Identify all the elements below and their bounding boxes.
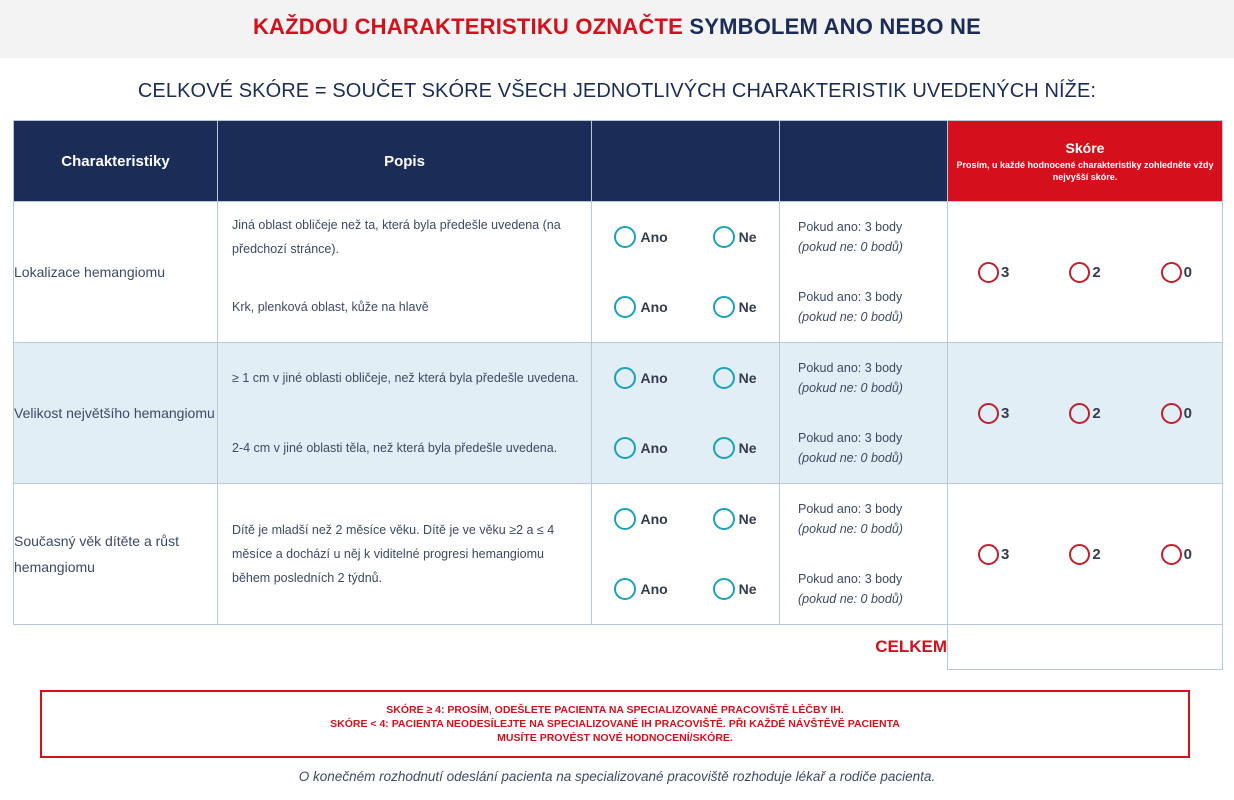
- radio-circle-icon: [1161, 403, 1182, 424]
- table-row: [14, 484, 1223, 625]
- note-line: SKÓRE ≥ 4: PROSÍM, ODEŠLETE PACIENTA NA SPECIALIZOVANÉ PRACOVIŠTĚ LÉČBY IH.: [386, 704, 844, 716]
- radio-circle-icon: [1069, 262, 1090, 283]
- radio-circle-icon: [713, 226, 735, 248]
- score-value: 2: [1092, 404, 1101, 422]
- score-cell: [948, 343, 1223, 484]
- heading-navy-part: SYMBOLEM ANO NEBO NE: [689, 14, 982, 39]
- radio-circle-icon: [713, 296, 735, 318]
- yes-radio[interactable]: [614, 437, 667, 459]
- points-no: (pokud ne: 0 bodů): [798, 451, 903, 465]
- yes-no-cell: [592, 343, 780, 484]
- radio-circle-icon: [1069, 403, 1090, 424]
- score-radio-3[interactable]: [978, 262, 1009, 283]
- points-cell: [780, 202, 948, 343]
- total-row: [14, 625, 1223, 670]
- points-no: (pokud ne: 0 bodů): [798, 240, 903, 254]
- total-score-field[interactable]: [948, 625, 1223, 670]
- score-value: 0: [1183, 404, 1192, 422]
- points-no: (pokud ne: 0 bodů): [798, 592, 903, 606]
- points-yes: Pokud ano: 3 body: [798, 361, 903, 375]
- scoring-table: [13, 120, 1223, 670]
- criterion-text: 2-4 cm v jiné oblasti těla, než která byla předešle uvedena.: [232, 441, 558, 455]
- header-score-title: Skóre: [1065, 139, 1105, 156]
- header-description: Popis: [218, 121, 592, 202]
- criterion-text: ≥ 1 cm v jiné oblasti obličeje, než která byla předešle uvedena.: [232, 371, 579, 385]
- radio-circle-icon: [614, 508, 636, 530]
- total-label: CELKEM: [875, 637, 947, 657]
- radio-circle-icon: [614, 437, 636, 459]
- score-radio-3[interactable]: [978, 544, 1009, 565]
- criterion-text: Jiná oblast obličeje než ta, která byla předešle uvedena (na předchozí stránce).: [232, 218, 561, 256]
- no-radio[interactable]: [713, 508, 757, 530]
- radio-circle-icon: [614, 367, 636, 389]
- score-radio-3[interactable]: [978, 403, 1009, 424]
- points-no: (pokud ne: 0 bodů): [798, 310, 903, 324]
- score-radio-2[interactable]: [1069, 403, 1100, 424]
- header-options: [592, 121, 780, 202]
- page-heading: [0, 14, 1234, 40]
- description-cell: [218, 202, 592, 343]
- radio-circle-icon: [978, 403, 999, 424]
- no-label: Ne: [738, 440, 757, 456]
- radio-circle-icon: [614, 578, 636, 600]
- points-no: (pokud ne: 0 bodů): [798, 522, 903, 536]
- no-radio[interactable]: [713, 578, 757, 600]
- yes-no-cell: [592, 484, 780, 625]
- characteristic-label: Velikost největšího hemangiomu: [14, 343, 218, 484]
- radio-circle-icon: [1161, 544, 1182, 565]
- radio-circle-icon: [614, 296, 636, 318]
- no-radio[interactable]: [713, 367, 757, 389]
- description-cell: [218, 343, 592, 484]
- referral-note: [40, 690, 1190, 758]
- score-radio-0[interactable]: [1161, 262, 1192, 283]
- yes-label: Ano: [640, 511, 668, 527]
- score-value: 0: [1183, 263, 1192, 281]
- header-points: [780, 121, 948, 202]
- yes-radio[interactable]: [614, 367, 667, 389]
- heading-red-part: KAŽDOU CHARAKTERISTIKU OZNAČTE: [252, 14, 684, 39]
- points-yes: Pokud ano: 3 body: [798, 431, 903, 445]
- header-score: [948, 121, 1223, 202]
- no-label: Ne: [738, 299, 757, 315]
- radio-circle-icon: [713, 367, 735, 389]
- criterion-text: Dítě je mladší než 2 měsíce věku. Dítě je ve věku ≥2 a ≤ 4 měsíce a dochází u něj k viditelné progresi hemangiomu během posledních 2 týdnů.: [232, 523, 555, 585]
- score-radio-2[interactable]: [1069, 544, 1100, 565]
- radio-circle-icon: [713, 578, 735, 600]
- points-cell: [780, 343, 948, 484]
- note-line: SKÓRE < 4: PACIENTA NEODESÍLEJTE NA SPECIALIZOVANÉ IH PRACOVIŠTĚ. PŘI KAŽDÉ NÁVŠTĚVĚ PACIENTA: [330, 718, 900, 730]
- score-radio-0[interactable]: [1161, 403, 1192, 424]
- yes-radio[interactable]: [614, 508, 667, 530]
- subheading: CELKOVÉ SKÓRE = SOUČET SKÓRE VŠECH JEDNOTLIVÝCH CHARAKTERISTIK UVEDENÝCH NÍŽE:: [137, 80, 1097, 102]
- radio-circle-icon: [614, 226, 636, 248]
- yes-radio[interactable]: [614, 578, 667, 600]
- no-label: Ne: [738, 370, 757, 386]
- characteristic-label: Současný věk dítěte a růst hemangiomu: [14, 484, 218, 625]
- radio-circle-icon: [713, 437, 735, 459]
- points-no: (pokud ne: 0 bodů): [798, 381, 903, 395]
- no-label: Ne: [738, 581, 757, 597]
- radio-circle-icon: [1161, 262, 1182, 283]
- criterion-text: Krk, plenková oblast, kůže na hlavě: [232, 300, 429, 314]
- no-label: Ne: [738, 511, 757, 527]
- yes-label: Ano: [640, 370, 668, 386]
- radio-circle-icon: [1069, 544, 1090, 565]
- header-score-note: Prosím, u každé hodnocené charakteristiky zohledněte vždy nejvyšší skóre.: [956, 159, 1214, 182]
- radio-circle-icon: [713, 508, 735, 530]
- score-value: 3: [1000, 263, 1010, 281]
- score-cell: [948, 202, 1223, 343]
- score-radio-0[interactable]: [1161, 544, 1192, 565]
- points-yes: Pokud ano: 3 body: [798, 220, 903, 234]
- yes-radio[interactable]: [614, 226, 667, 248]
- radio-circle-icon: [978, 544, 999, 565]
- note-line: MUSÍTE PROVÉST NOVÉ HODNOCENÍ/SKÓRE.: [497, 732, 733, 744]
- points-cell: [780, 484, 948, 625]
- score-radio-2[interactable]: [1069, 262, 1100, 283]
- yes-radio[interactable]: [614, 296, 667, 318]
- yes-label: Ano: [640, 299, 668, 315]
- no-radio[interactable]: [713, 226, 757, 248]
- no-radio[interactable]: [713, 296, 757, 318]
- score-cell: [948, 484, 1223, 625]
- characteristic-label: Lokalizace hemangiomu: [14, 202, 218, 343]
- yes-label: Ano: [640, 229, 668, 245]
- yes-label: Ano: [640, 440, 668, 456]
- score-value: 2: [1092, 263, 1101, 281]
- yes-label: Ano: [640, 581, 668, 597]
- score-value: 2: [1092, 545, 1101, 563]
- points-yes: Pokud ano: 3 body: [798, 290, 903, 304]
- table-row: [14, 202, 1223, 343]
- yes-no-cell: [592, 202, 780, 343]
- radio-circle-icon: [978, 262, 999, 283]
- table-row: [14, 343, 1223, 484]
- points-yes: Pokud ano: 3 body: [798, 572, 903, 586]
- points-yes: Pokud ano: 3 body: [798, 502, 903, 516]
- description-cell: [218, 484, 592, 625]
- header-characteristics: Charakteristiky: [14, 121, 218, 202]
- score-value: 3: [1000, 404, 1010, 422]
- no-radio[interactable]: [713, 437, 757, 459]
- footnote: O konečném rozhodnutí odeslání pacienta na specializované pracoviště rozhoduje lékař a rodiče pacienta.: [298, 769, 936, 784]
- score-value: 3: [1000, 545, 1010, 563]
- score-value: 0: [1183, 545, 1192, 563]
- no-label: Ne: [738, 229, 757, 245]
